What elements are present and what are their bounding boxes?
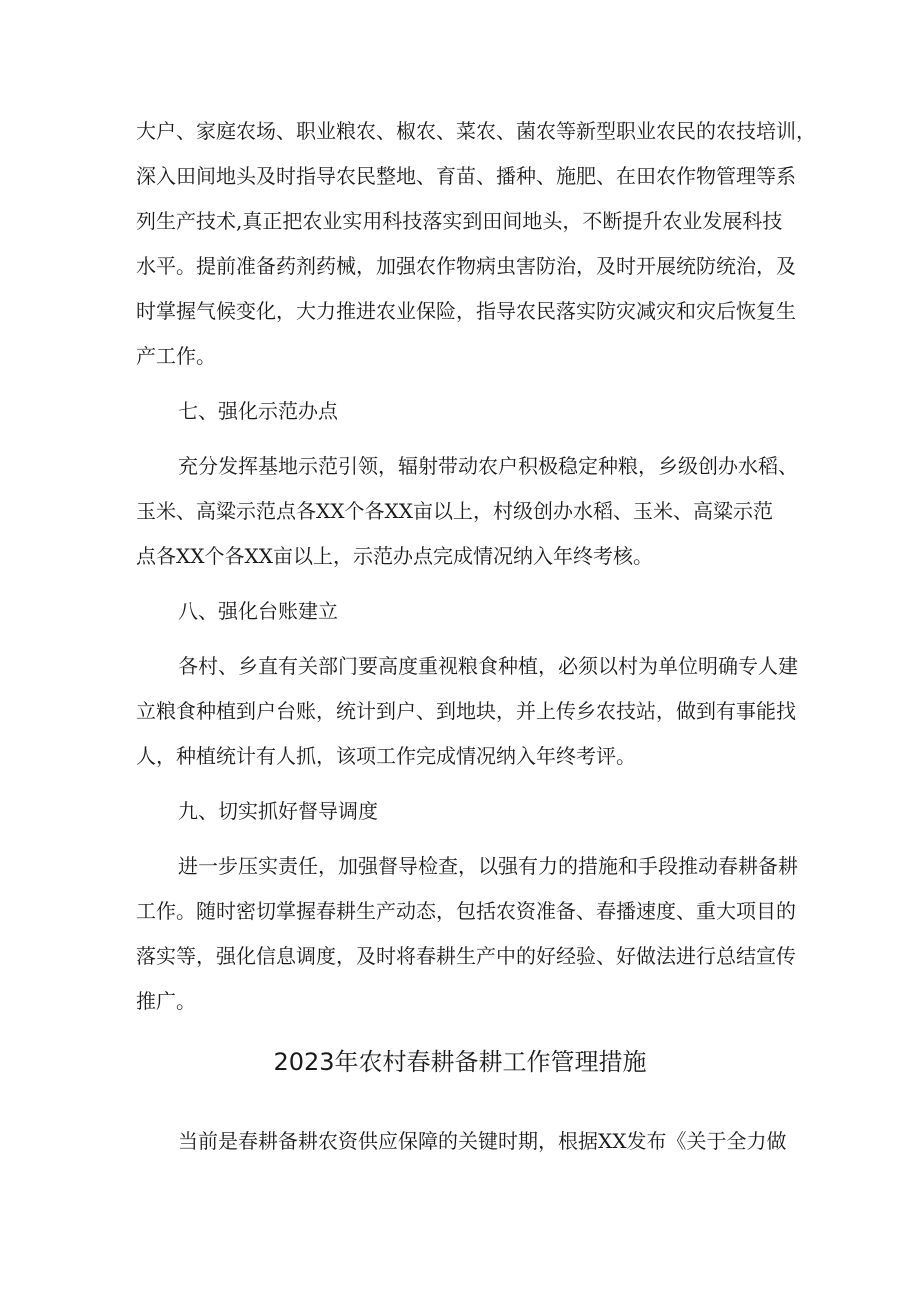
paragraph-line: 当前是春耕备耕农资供应保障的关键时期，根据XX发布《关于全力做 xyxy=(178,1129,787,1153)
paragraph-line: 工作。随时密切掌握春耕生产动态，包括农资准备、春播速度、重大项目的 xyxy=(136,899,796,923)
paragraph-line: 推广。 xyxy=(136,989,196,1013)
section-heading-8: 八、强化台账建立 xyxy=(178,599,338,623)
paragraph-line: 落实等，强化信息调度，及时将春耕生产中的好经验、好做法进行总结宣传 xyxy=(136,944,796,968)
paragraph-line: 时掌握气候变化，大力推进农业保险，指导农民落实防灾减灾和灾后恢复生 xyxy=(136,299,796,323)
section-heading-9: 九、切实抓好督导调度 xyxy=(178,799,378,823)
paragraph-line: 充分发挥基地示范引领，辐射带动农户积极稳定种粮，乡级创办水稻、 xyxy=(178,454,798,478)
paragraph-line: 各村、乡直有关部门要高度重视粮食种植，必须以村为单位明确专人建 xyxy=(178,654,798,678)
paragraph-line: 产工作。 xyxy=(136,344,216,368)
section-title: 2023年农村春耕备耕工作管理措施 xyxy=(273,1048,647,1076)
paragraph-line: 列生产技术,真正把农业实用科技落实到田间地头，不断提升农业发展科技 xyxy=(136,209,783,233)
paragraph-line: 玉米、高粱示范点各XX个各XX亩以上，村级创办水稻、玉米、高粱示范 xyxy=(136,499,773,523)
section-heading-7: 七、强化示范办点 xyxy=(178,399,338,423)
paragraph-line: 立粮食种植到户台账，统计到户、到地块，并上传乡农技站，做到有事能找 xyxy=(136,699,796,723)
paragraph-line: 人，种植统计有人抓，该项工作完成情况纳入年终考评。 xyxy=(136,744,636,768)
paragraph-line: 点各XX个各XX亩以上，示范办点完成情况纳入年终考核。 xyxy=(136,544,653,568)
paragraph-line: 进一步压实责任，加强督导检查，以强有力的措施和手段推动春耕备耕 xyxy=(178,854,798,878)
paragraph-line: 深入田间地头及时指导农民整地、育苗、播种、施肥、在田农作物管理等系 xyxy=(136,164,796,188)
paragraph-line: 水平。提前准备药剂药械，加强农作物病虫害防治，及时开展统防统治，及 xyxy=(136,254,796,278)
paragraph-line: 大户、家庭农场、职业粮农、椒农、菜农、菌农等新型职业农民的农技培训， xyxy=(136,119,816,143)
